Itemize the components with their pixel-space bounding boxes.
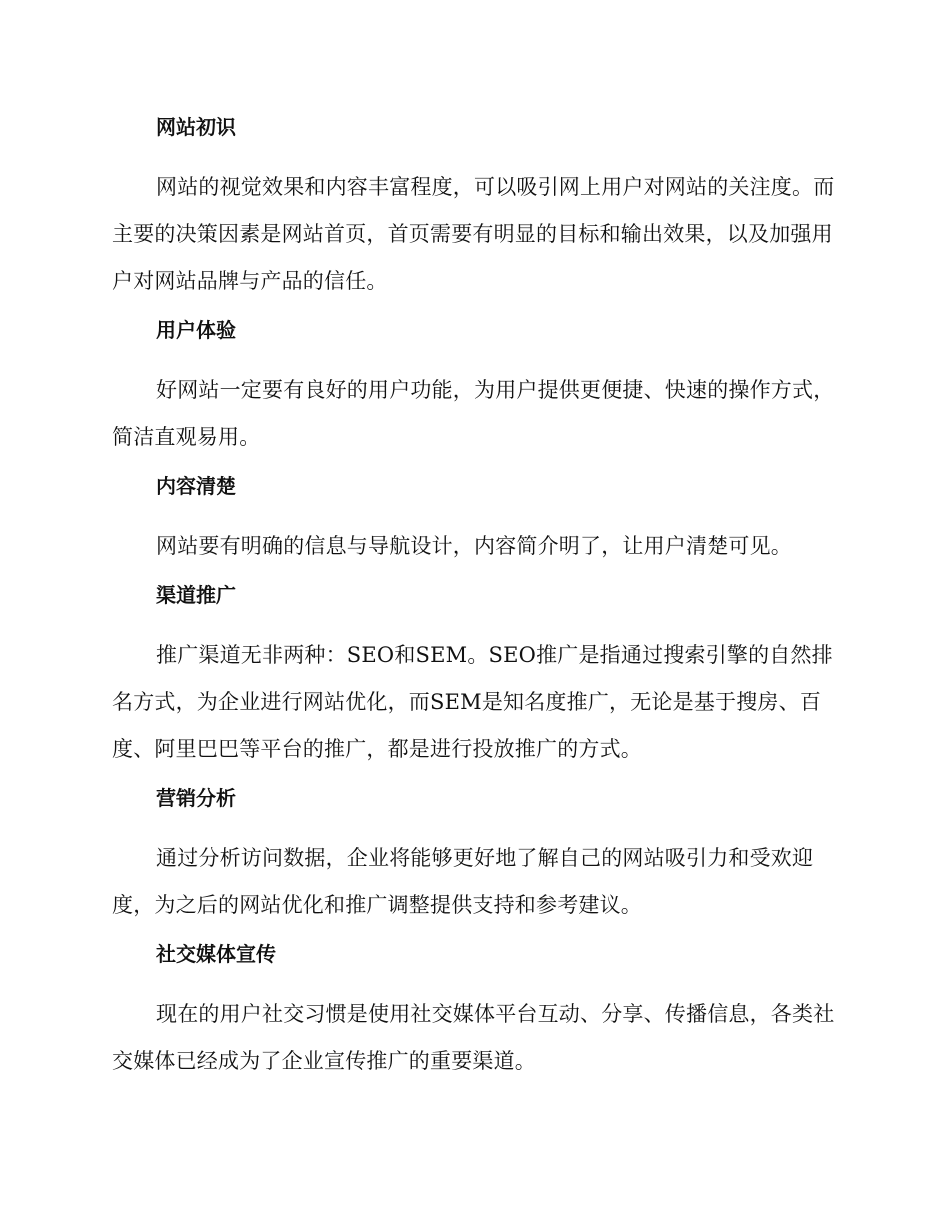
section-paragraph: 网站要有明确的信息与导航设计，内容简介明了，让用户清楚可见。 (156, 534, 792, 558)
section-clear-content (112, 467, 838, 576)
section-marketing-analysis (112, 779, 838, 935)
section-heading: 网站初识 (156, 115, 236, 139)
section-paragraph: 网站的视觉效果和内容丰富程度，可以吸引网上用户对网站的关注度。而主要的决策因素是网站首页，首页需要有明显的目标和输出效果，以及加强用户对网站品牌与产品的信任。 (112, 175, 835, 293)
section-heading: 营销分析 (156, 786, 236, 810)
section-social-media (112, 935, 838, 1085)
section-user-experience (112, 311, 838, 467)
section-paragraph: 通过分析访问数据，企业将能够更好地了解自己的网站吸引力和受欢迎度，为之后的网站优化和推广调整提供支持和参考建议。 (112, 846, 814, 917)
section-paragraph: 好网站一定要有良好的用户功能，为用户提供更便捷、快速的操作方式，简洁直观易用。 (112, 378, 835, 449)
section-website-intro (112, 108, 838, 311)
section-heading: 社交媒体宣传 (156, 942, 276, 966)
section-heading: 用户体验 (156, 318, 236, 342)
section-paragraph: 推广渠道无非两种：SEO和SEM。SEO推广是指通过搜索引擎的自然排名方式，为企业进行网站优化，而SEM是知名度推广，无论是基于搜房、百度、阿里巴巴等平台的推广，都是进行投放推广的方式。 (112, 643, 833, 761)
document-page (112, 108, 838, 1085)
section-heading: 渠道推广 (156, 583, 236, 607)
section-channel-promotion (112, 576, 838, 779)
section-paragraph: 现在的用户社交习惯是使用社交媒体平台互动、分享、传播信息，各类社交媒体已经成为了企业宣传推广的重要渠道。 (112, 1002, 835, 1073)
section-heading: 内容清楚 (156, 474, 236, 498)
